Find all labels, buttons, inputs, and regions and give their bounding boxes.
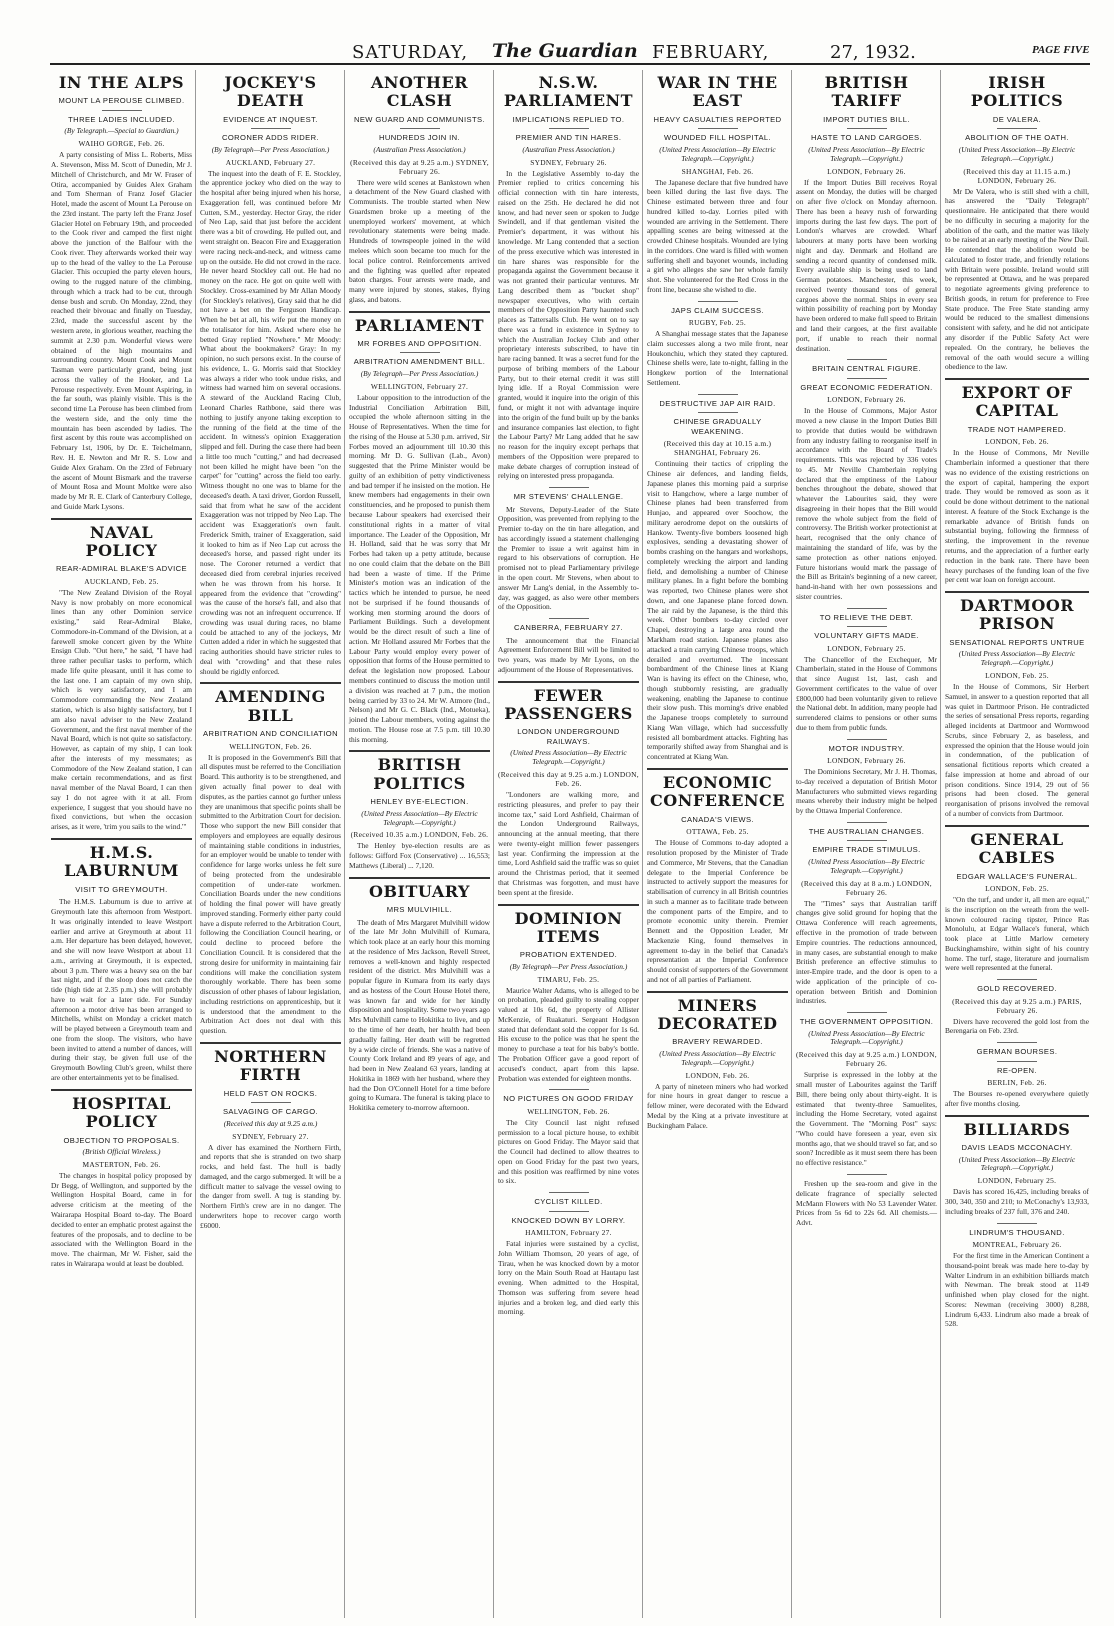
article-headline: AMENDING BILL [215, 687, 326, 725]
article-subheading: EVIDENCE AT INQUEST. [223, 114, 318, 124]
article-body: A Shanghai message states that the Japanese claim successes along a two mile front, near Houkonchiu, which they stated they captured. Chinese shells were, late to-night, falling in the Hongkew portion of the International Settlement. [647, 329, 788, 387]
column-4 [495, 70, 643, 1618]
article-subheading: THE AUSTRALIAN CHANGES. [808, 826, 925, 836]
section-rule [847, 822, 887, 823]
article-credit: (United Press Association—By Electric Telegraph.—Copyright.) [659, 1048, 776, 1067]
article-body: A party consisting of Miss L. Roberts, Miss A. Stevenson, Miss M. Scott of Dunedin, Mr J. Mitchell of Christchurch, and Mr W. Fraser of Otira, accompanied by Guides Alex Graham and Tom Sherman of Franz Josef Glacier Hotel, made the ascent of Mount La Perouse on the 23rd instant. The party left the Franz Josef Glacier Hotel on February 19th, and proceeded to the Cook river and camped the first night above the junction of the Balfour with the Cook river. They afterwards worked their way up to the head of the valley to the La Perouse Glacier. This occupied the party eleven hours, owing to the rugged nature of the climbing, through which a track had to be cut, through dense bush and scrub. On Monday, 22nd, they reached their bivouac and finally on Tuesday, 23rd, made the successful ascent by the western arete, in glorious weather, reaching the summit at 2.30 p.m. Wonderful views were obtained of the high mountains and surrounding country. Mount Cook and Mount Tasman were particularly grand, being just across the valley of the Hooker, and La Perouse respectively. Even Mount Aspiring, in the far south, was plainly visible. This is the second time La Perouse has been climbed from the western side, and the only time the mountain has been ascended by ladies. The first ascent by this route was accomplished on February 1st, 1906, by Dr. E. Teichelmann, Rev. H. E. Newton and Mr R. S. Low and Guide Alex Graham. On the 23rd of February the ascent of Mount Bismark and the traverse of Mount Rosa and Mount Moltke were also made by Mr R. E. Clark of Canterbury College, and Guide Mark Lysons. [51, 150, 193, 511]
article-dateline: WELLINGTON, Feb. 26. [229, 741, 312, 751]
article-divider [498, 681, 639, 683]
article-dateline: LONDON, Feb. 25. [985, 884, 1049, 894]
article-body: In the Legislative Assembly to-day the Premier replied to critics concerning his official connection with tin hare interests, raised on the 25th. He declared he did not know, and had never seen or spoken to Judge Swindell, and if that gentleman visited the Premier's department, it was without his knowledge. Mr Lang contended that a section of the press executive which was interested in tin hare shares was responsible for the propaganda against the Government because it was not granted their particular ventures. Mr Lang described them as "bucket shop" newspaper executives, who with certain members of the Opposition Party haunted such places as Tattersalls Club. He went on to say there was a fund in existence in Sydney to which the Australian Jockey Club and other proprietary interests subscribed, to have tin hare racing banned. It was a secret fund for the purpose of bribing members of the Labour Party, but to their eternal credit it was still lying idle. If a Royal Commission were granted, would it inquire into the origin of this fund, or might it not with advantage inquire into the origin of the fund built up by the banks and insurance companies last election, to fight the Labour Party? Mr Lang added that he saw no reason for the inquiry except perhaps that members of the Opposition were prepared to make debate charges of corruption instead of relying on interested press propaganda. [498, 168, 639, 481]
article [498, 74, 639, 481]
article [200, 74, 341, 676]
subheading-rule [400, 128, 440, 129]
article-body: "On the turf, and under it, all men are equal," is the inscription on the wreath from the well-known coloured racing tipster, Prince Ras Monolulu, at Edgar Wallace's funeral, which took place at Little Marlow cemetery Buckinghamshire, within sight of his country home. The turf, stage, literature and journalism were well represented at the funeral. [945, 895, 1089, 973]
article [796, 1174, 937, 1228]
subheading-rule [549, 128, 589, 129]
column-5 [644, 70, 792, 1618]
article [200, 682, 341, 1035]
masthead-day: SATURDAY, [352, 42, 469, 63]
article [647, 74, 788, 295]
section-rule [698, 301, 738, 302]
section-rule [847, 359, 887, 360]
article-subheading: NO PICTURES ON GOOD FRIDAY [503, 1094, 634, 1104]
article-subheading: BRAVERY REWARDED. [672, 1037, 763, 1047]
article-credit: (Australian Press Association.) [522, 144, 615, 154]
article-subheading: CYCLIST KILLED. [534, 1197, 603, 1207]
article-headline: JOCKEY'S DEATH [224, 73, 317, 111]
article [945, 74, 1089, 372]
article [498, 904, 639, 1084]
section-rule [847, 739, 887, 740]
subheading-rule [698, 412, 738, 413]
article [796, 739, 937, 816]
article-subheading: CHINESE GRADUALLY WEAKENING. [673, 417, 762, 436]
article-credit: (United Press Association—By Electric Telegraph.—Copyright.) [958, 144, 1076, 163]
article-headline: DOMINION ITEMS [514, 908, 623, 946]
article-body: "The New Zealand Division of the Royal Navy is now probably on more economical lines than any other Dominion service existing," said Rear-Admiral Blake, Commodore-in-Command of the Division, at a farewell smoke concert given by the White Ensign Club. "Out here," he said, "I have had three rather peculiar tasks to perform, which made life quite pleasant, until it has come to the last one. I am captain of my own ship, which is very satisfactory, and I am Commodore commanding the New Zealand station, which is also highly satisfactory, but I am also naval adviser to the New Zealand Government, and the first naval member of the Naval Board, which is not quite so satisfactory. However, as captain of my ship, I can look after the interests of my messmates; as Commodore of the New Zealand station, I can make certain recommendations, and as first naval member of the Naval Board, I can then say I do not agree with it at all. From experience, I suggest that you should have no fixed convictions, but when the occasion arises, as it were, 'trim you sails to the wind.'" [51, 587, 192, 832]
article-headline: NAVAL POLICY [85, 522, 158, 560]
article-subheading: HEAVY CASUALTIES REPORTED [653, 114, 782, 124]
article [200, 1042, 341, 1231]
section-rule [549, 1192, 589, 1193]
article-credit: (United Press Association—By Electric Telegraph.—Copyright.) [808, 144, 925, 163]
article-subheading: OBJECTION TO PROPOSALS. [63, 1135, 180, 1145]
article-body: Davis has scored 16,425, including breaks of 300, 340, 350 and 210; to McConachy's 13,933, including breaks of 237 full, 376 and 240. [945, 1187, 1089, 1216]
section-rule [847, 1012, 887, 1013]
article-body: The death of Mrs Margaret Mulvihill widow of the late Mr John Mulvihill of Kumara, which took place at an early hour this morning at the residence of Mrs Jackson, Revell Street, removes a well-known and highly respected resident of the district. Mrs Mulvihill was a popular figure in Kumara from its early days and as hostess of the Court House Hotel there, was known far and wide for her kindly disposition and hospitality. Some two years ago Mrs Mulvihill came to Hokitika to live, and up to the time of her death, her health had been gradually failing. Her death will be regretted by a wide circle of friends. She was a native of County Cork Ireland and 89 years of age, and had been in New Zealand 63 years, landing at Hokitika in 1869 with her husband, where they had the Don O'Connell Hotel for a time before going to Kumara. The funeral is taking place to Hokitika cemetery to-morrow afternoon. [349, 917, 490, 1113]
article [51, 518, 192, 832]
article-body: Mr Stevens, Deputy-Leader of the State Opposition, was prevented from replying to the Premier to-day on the tin hare allegation, and has accordingly issued a statement challenging the Premier to issue a writ against him in regard to his observations of corruption. He promised not to plead Parliamentary privilege in the open court. Mr Stevens, when about to answer Mr Lang's denial, in the Assembly to-day, was gagged, as also were other members of the Opposition. [498, 504, 639, 612]
article-body: In the House of Commons, Major Astor moved a new clause in the Import Duties Bill to provide that duties would be withdrawn from any industry failing to reorganise itself in accordance with the Board of Trade's requirements. This was rejected by 336 votes to 45. Mr Neville Chamberlain replying declared that the emptiness of the Labour benches throughout the debate, showed that whatever the Labourites said, they were disagreeing in their hopes that the Bill would remove the whole subject from the field of controversy. The British worker protectionist at heart, recognised that the only chance of maintaining the standard of life, was by the same protection as other nations enjoyed. Future historians would mark the passage of the Bill as Britain's beginning of a new career, hand-in-hand with her own possessions and sister countries. [796, 406, 937, 601]
article-dateline: LONDON, February 25. [977, 1176, 1057, 1186]
article-subheading: DE VALERA. [992, 114, 1042, 124]
article [349, 74, 490, 305]
column-6 [793, 70, 941, 1618]
article-subheading: CANADA'S VIEWS. [681, 814, 754, 824]
article-dateline: RUGBY, Feb. 25. [688, 318, 747, 328]
article [51, 1089, 192, 1269]
page-number: PAGE FIVE [1032, 44, 1090, 56]
article-body: Continuing their tactics of crippling the Chinese air defences, and landing fields, Japanese planes this morning paid a surprise visit to Hangchow, where a large number of Chinese planes had been transferred from Hunjao, and appeared over Soochow, the military aerodrome depot on the outskirts of Hankow. Twenty-five bombers loosened high explosives, sending a devastating shower of bombs crashing on the hangars and workshops, completely wrecking the airport and landing field, and demolishing a number of Chinese military planes. In a fight before the bombing was reported, two Chinese planes were shot down, and one Japanese plane forced down. The air raid by the Japanese, is the third this week. Other bombers to-day circled over Chapei, destroying a large area round the Markham road station. Japanese planes also attacked a train carrying Chinese troops, which derailed and overturned. The incessant bombardment of the Chinese lines at Kiang Wan is having its effect on the Chinese, who, though stubbornly resisting, are gradually weakening, enabling the Japanese to continue their slow push. This morning's drive enabled the Japanese troops completely to surround Kiang Wan village, which had successfully resisted all bombardment attacks. Fighting has temporarily shifted away from Shanghai and is concentrated at Kiang Wan. [647, 459, 788, 762]
article-subheading: CORONER ADDS RIDER. [221, 133, 320, 143]
article-divider [349, 750, 490, 752]
article-dateline: WAIHO GORGE, Feb. 26. [78, 139, 165, 149]
article [945, 1042, 1089, 1109]
article-dateline: (Received this day at 10.15 a.m.) SHANGHAI, February 26. [663, 439, 772, 458]
article-subheading: GREAT ECONOMIC FEDERATION. [800, 382, 933, 392]
article-divider [200, 682, 341, 684]
section-rule [698, 394, 738, 395]
article [51, 74, 192, 512]
article-subheading: JAPS CLAIM SUCCESS. [671, 305, 764, 315]
article-headline: WAR IN THE EAST [657, 73, 778, 111]
article-body: "Londoners are walking more, and restricting pleasures, and prefer to pay their income tax," said Lord Ashfield, Chairman of the London Underground Railways, announcing at the annual meeting, that there were twenty-eight million fewer passengers last year. Confirming the impression at the time, Lord Ashfield said the traffic was so quiet around the Christmas period, that it seemed that Christmas was forgotten, and must have been spent at the fireside. [498, 790, 639, 897]
article-subheading: THREE LADIES INCLUDED. [68, 114, 175, 124]
article-body: Mr De Valera, who is still shed with a chill, has answered the "Daily Telegraph" questionnaire. He anticipated that there would be no difficulty in securing a majority for the abolition of the oath, and the matter was likely to be raised at an early meeting of the New Dail. He contended that the abolition would be calculated to foster trade, and friendly relations with Britain were possible. Ireland would still be represented at Ottawa, and he was prepared to negotiate agreements giving preference to British goods, in return for preference to Free State produce. The Free State standing army would be reduced to the smallest dimensions consistent with safety, and he did not anticipate any disorder if the Public Safety Act were repealed. On the contrary, he believes the removal of the oath would secure a willing obedience to the law. [945, 186, 1089, 372]
column-3 [346, 70, 494, 1618]
article-body: The Japanese declare that five hundred have been killed during the last five days. The Chinese estimated between three and four hundred killed to-day. Lorries piled with wounded are arriving in the Settlement. There appalling scenes are being witnessed at the crowded Chinese hospitals. Wounded are lying in the corridors. One ward is filled with women suffering shell and bayonet wounds, including a girl who alleges she saw her whole family shot. She volunteered for the Red Cross in the front line, because she wished to die. [647, 177, 788, 294]
article-subheading: IMPORT DUTIES BILL. [823, 114, 910, 124]
article-dateline: LONDON, Feb. 26. [685, 1070, 750, 1080]
article-dateline: (Received 10.35 a.m.) LONDON, Feb. 26. [350, 830, 489, 840]
article-subheading: ARBITRATION AMENDMENT BILL. [353, 357, 486, 367]
article-subheading: ARBITRATION AND CONCILIATION [203, 729, 338, 739]
subheading-rule [997, 128, 1037, 129]
article-dateline: MONTREAL, February 26. [972, 1240, 1062, 1250]
article-dateline: (Received this day at 9.25 a.m.) LONDON, Feb. 26. [498, 770, 639, 789]
article-dateline: BERLIN, Feb. 26. [987, 1078, 1047, 1088]
article-body: The Dominions Secretary, Mr J. H. Thomas, to-day received a deputation of British Motor Manufacturers who submitted views regarding means whereby their industry might be helped by the Ottawa Imperial Conference. [796, 767, 937, 816]
article-divider [945, 378, 1089, 380]
article-body: A party of nineteen miners who had worked for nine hours in great danger to rescue a fellow miner, were decorated with the Edward Medal by the King at a private investiture at Buckingham Palace. [647, 1081, 788, 1130]
article-headline: ECONOMIC CONFERENCE [650, 772, 785, 811]
masthead-title: The Guardian [492, 40, 638, 62]
article-dateline: MASTERTON, Feb. 26. [82, 1159, 161, 1169]
article-headline: OBITUARY [369, 881, 470, 901]
subheading-rule [847, 840, 887, 841]
article-subheading: HASTE TO LAND CARGOES. [810, 133, 923, 143]
article-dateline: AUCKLAND, February 27. [225, 157, 316, 167]
article-headline: BILLIARDS [963, 1119, 1071, 1139]
article-body: The H.M.S. Laburnum is due to arrive at Greymouth late this afternoon from Westport. It was originally intended to leave Westport earlier and arrive at Greymouth at about 11 a.m. Her departure has been delayed, however, and she will now leave Westport at about 11 a.m., arriving at Greymouth, it is expected, about 3 p.m. There was a heavy sea on the bar last night, and if the sloop does not catch the tide (high tide at 2.35 p.m.) she will probably have to wait for a later tide. For Sunday afternoon a motor drive has been arranged to Mitchells, whilst on Monday a cricket match will be played between a Greymouth team and one from the sloop. The visitors, who have been invited to attend a number of dances, will during their stay, be given full use of the Greymouth Bowling Club's green, whilst there are other entertainments yet to be finalised. [51, 897, 192, 1083]
article-dateline: WELLINGTON, February 27. [370, 381, 469, 391]
article [51, 838, 192, 1083]
article-headline: IN THE ALPS [58, 73, 185, 92]
article-dateline: LONDON, Feb. 25. [985, 671, 1049, 681]
article-divider [200, 1042, 341, 1044]
article-subheading: IMPLICATIONS REPLIED TO. [512, 114, 625, 124]
article [796, 359, 937, 601]
article-credit: (British Official Wireless.) [82, 1147, 161, 1157]
article [796, 1012, 937, 1168]
masthead [0, 0, 1114, 63]
article-subheading: BRITAIN CENTRAL FIGURE. [812, 364, 921, 374]
article-subheading: LINDRUM'S THOUSAND. [969, 1227, 1065, 1237]
column-7 [942, 70, 1092, 1618]
article-subheading: TO RELIEVE THE DEBT. [819, 612, 914, 622]
article-subheading: MOTOR INDUSTRY. [828, 743, 905, 753]
article-credit: (By Telegraph.—Special to Guardian.) [64, 126, 179, 136]
section-rule [997, 1223, 1037, 1224]
section-rule [997, 1042, 1037, 1043]
subheading-rule [549, 1211, 589, 1212]
article-body: Divers have recovered the gold lost from the Berengaria on Feb. 23rd. [945, 1016, 1089, 1036]
article [498, 681, 639, 898]
article-headline: HOSPITAL POLICY [72, 1093, 171, 1132]
article-subheading: WOUNDED FILL HOSPITAL. [663, 133, 772, 143]
article-body: Labour opposition to the introduction of the Industrial Conciliation Arbitration Bill, occupied the whole afternoon sitting in the House of Representatives. When the time for the rising of the House at 5.30 p.m. arrived, Sir Forbes moved an adjournment till 10.30 this morning. Mr D. G. Sullivan (Lab., Avon) suggested that the Prime Minister would be guilty of an exhibition of petty vindictiveness and bad temper if he insisted on the motion. He knew members had engagements in their own constituencies, and he proposed to punish them because Labour speakers had exercised their constitutional rights in a matter of vital importance. The Leader of the Opposition, Mr H. Holland, said that he was sorry that Mr Forbes had taken up a petty attitude, because no one could claim that the debate on the Bill had been a waste of time. If the Prime Minister's motion was an indication of the tactics which he intended to pursue, he need not be surprised if he found thousands of working men storming around the doors of Parliament Buildings. Such a development would be the direct result of such a line of action. Mr Holland assured Mr Forbes that the Labour Party would employ every power of opposition that forms of the House permitted to defeat the legislation now proposed. Labour members continued to discuss the motion until a division was reached at 7 p.m., the motion being carried by 33 to 24. Mr W. Atmore (Ind., Nelson) and Mr G. C. Black (Ind., Motueka), joined the Labour members, voting against the motion. The House rose at 7.5 p.m. till 10.30 this morning. [349, 392, 490, 744]
article-subheading: EDGAR WALLACE'S FUNERAL. [956, 871, 1078, 881]
article-headline: BRITISH POLITICS [373, 755, 466, 793]
article-body: Maurice Walter Adams, who is alleged to be on probation, pleaded guilty to stealing copper valued at 10s 6d, the property of Allister McKenzie, of Ruakaturi. Sergeant Hodgson stated that defendant sold the copper for 1s 6d. His excuse to the police was that he spent the money to purchase a teat for his baby's bottle. The Probation Officer gave a good report of accused's conduct, apart from this lapse. Probation was extended for eighteen months. [498, 985, 639, 1083]
article-dateline: SYDNEY, February 26. [530, 157, 607, 167]
article-subheading: CANBERRA, FEBRUARY 27. [514, 623, 623, 633]
article [349, 877, 490, 1113]
article-dateline: WELLINGTON, Feb. 26. [527, 1106, 610, 1116]
article-credit: (United Press Association—By Electric Telegraph.—Copyright.) [958, 1154, 1076, 1173]
article-dateline: SYDNEY, February 27. [232, 1131, 309, 1141]
article-dateline: OTTAWA, Feb. 25. [686, 827, 749, 837]
article-credit: (By Telegraph—Per Press Association.) [509, 961, 628, 971]
article-dateline: (Received this day at 11.15 a.m.) LONDON, February 26. [963, 166, 1071, 185]
article-headline: N.S.W. PARLIAMENT [503, 73, 634, 111]
article-body: Fatal injuries were sustained by a cyclist, John William Thomson, 20 years of age, of Tirau, when he was knocked down by a motor lorry on the Main South Road at Hautapu last evening. When admitted to the Hospital, Thomson was suffering from severe head injuries and a broken leg, and died early this morning. [498, 1239, 639, 1317]
article-credit: (By Telegraph—Per Press Association.) [360, 368, 479, 378]
article-dateline: LONDON, February 26. [827, 166, 906, 176]
article-headline: DARTMOOR PRISON [959, 596, 1075, 634]
column-1 [48, 70, 196, 1618]
article [498, 1192, 639, 1317]
article [945, 825, 1089, 973]
article-subheading: MRS MULVIHILL. [386, 905, 453, 915]
article-subheading: SALVAGING OF CARGO. [222, 1107, 319, 1117]
article [945, 591, 1089, 819]
article [796, 74, 937, 353]
article-divider [647, 768, 788, 770]
article-body: The Henley bye-election results are as follows: Gifford Fox (Conservative) ... 16,553; Matthews (Liberal) ... 7,120. [349, 841, 490, 870]
article-credit: (Australian Press Association.) [373, 144, 466, 154]
article-headline: FEWER PASSENGERS [504, 685, 633, 723]
article-credit: (United Press Association—By Electric Telegraph.—Copyright.) [808, 856, 925, 875]
section-rule [549, 1089, 589, 1090]
article-subheading: GOLD RECOVERED. [977, 984, 1057, 994]
subheading-rule [400, 352, 440, 353]
article-headline: ANOTHER CLASH [371, 73, 468, 111]
article-headline: IRISH POLITICS [970, 73, 1064, 111]
article-headline: NORTHERN FIRTH [214, 1046, 327, 1085]
article-divider [349, 877, 490, 879]
article [349, 750, 490, 870]
article-body: A diver has examined the Northern Firth, and reports that she is stranded on two sharp rocks, and held fast. The hull is badly damaged, and the cargo submerged. It will be a difficult matter to salvage the vessel owing to the danger from swell. A tug is standing by. Northern Firth's crew are in no danger. The underwriters hope to recover cargo worth £6000. [200, 1142, 341, 1230]
article-dateline: (Received this day at 9.25 a.m.) SYDNEY, February 26. [350, 157, 489, 176]
column-2 [197, 70, 345, 1618]
article-subheading: HUNDREDS JOIN IN. [378, 133, 461, 143]
article-body: It is proposed in the Government's Bill that all disputes must be referred to the Conciliation Board. This authority is to be strengthened, and given actually final power to deal with disputes, as the parties cannot go further unless they are unanimous that specific points shall be submitted to the Arbitration Court for decision. Those who support the new Bill consider that employers and employees are equally desirous of maintaining stable conditions in industries, for an employer would be unable to tender with confidence for large works unless he felt sure of being protected from the undesirable competition of under-rate workmen. Conciliation Boards under the new conditions of holding the final power will have greatly improved standing. Formerly either party could have a dispute referred to the Arbitration Court, following the Conciliation Council hearing, or could decline to proceed before the Conciliation Council. It is considered that the strong desire for uniformity in maintaining fair conditions will make the conciliation system thoroughly workable. There has been some discussion of other phases of labour legislation, including restrictions on apprenticeship, but it is understood that the amendment to the Arbitration Act does not deal with this question. [200, 752, 341, 1036]
article-dateline: HAMILTON, February 27. [525, 1228, 612, 1238]
article-dateline: LONDON, February 26. [827, 395, 906, 405]
article-subheading: RE-OPEN. [997, 1065, 1037, 1075]
article [796, 822, 937, 1006]
article-subheading: MOUNT LA PEROUSE CLIMBED. [58, 96, 185, 106]
article-subheading: GERMAN BOURSES. [976, 1047, 1058, 1057]
article-headline: EXPORT OF CAPITAL [961, 383, 1073, 421]
article-subheading: HELD FAST ON ROCKS. [223, 1088, 318, 1098]
article-headline: GENERAL CABLES [970, 829, 1064, 868]
article [945, 378, 1089, 585]
article-divider [647, 991, 788, 993]
article [647, 301, 788, 388]
article-headline: MINERS DECORATED [657, 995, 778, 1034]
masthead-month: FEBRUARY, [652, 42, 770, 63]
masthead-date: 27, 1932. [830, 42, 916, 63]
section-rule [549, 618, 589, 619]
article [796, 608, 937, 733]
article-subheading: NEW GUARD AND COMMUNISTS. [353, 114, 486, 124]
article-subheading: KNOCKED DOWN BY LORRY. [511, 1215, 626, 1225]
article-subheading: TRADE NOT HAMPERED. [967, 424, 1067, 434]
article-dateline: LONDON, February 25. [827, 643, 906, 653]
subheading-rule [847, 378, 887, 379]
article [498, 487, 639, 612]
subheading-rule [251, 1102, 291, 1103]
article-body: The City Council last night refused permission to a local picture house, to exhibit pictures on Good Friday. The Mayor said that the Council had declined to allow theatres to open on Good Friday for the past two years, and this position was reaffirmed by nine votes to six. [498, 1117, 639, 1186]
article-credit: (United Press Association—By Electric Telegraph.—Copyright.) [361, 808, 478, 827]
subheading-rule [997, 1061, 1037, 1062]
article-credit: (United Press Association—By Electric Telegraph.—Copyright.) [808, 1028, 925, 1047]
article-body: There were wild scenes at Bankstown when a detachment of the New Guard clashed with Communists. The trouble started when New Guardsmen broke up a meeting of the unemployed workers' movement, at which revolutionary statements were being made. Hundreds of townspeople joined in the wild melees which soon became too much for the local police control. Reinforcements arrived and the fighting was quelled after repeated baton charges. Four arrests were made, and many were injured by stones, stakes, flying glass, and batons. [349, 177, 490, 304]
article [498, 1089, 639, 1186]
section-rule [549, 487, 589, 488]
article-body: The Chancellor of the Exchequer, Mr Chamberlain, stated in the House of Commons that since August 1st, last, cash and Government certificates to the value of over £800,000 had been voluntarily given to relieve the National debt. In addition, many people had surrendered claims to pensions or other sums due to them from public funds. [796, 654, 937, 732]
article-body: In the House of Commons, Sir Herbert Samuel, in answer to a question reported that all was quiet in Dartmoor Prison. He contradicted the series of sensational Press reports, regarding alleged incidents at Dartmoor and Wormwood Scrubs, since February 2, as baseless, and expressed the opinion that the House would join in condemnation, of the publication of sensational fictitious reports which created a false impression at home and abroad of our prison conditions. Since 1914, 29 out of 56 prisons had been closed. The general reorganisation of prisons involved the removal of a number of convicts from Dartmoor. [945, 682, 1089, 818]
section-rule [847, 608, 887, 609]
article-headline: PARLIAMENT [354, 315, 485, 335]
article-body: If the Import Duties Bill receives Royal assent on Monday, the duties will be charged on after five o'clock on Monday afternoon. There has been a heavy rush of forwarding imports during the last few days. The port of London's wharves are crowded. Wharf labourers at many ports have been working night and day. Denmark and Holland are sending a record quantity of condensed milk. Every available ship is being used to land German potatoes. Manchester, this week, received twenty thousand tons of general cargoes above the normal. Ships in every sea within possibility of reaching port by Monday have been ordered to make full speed to Britain and land their cargoes, at the first available port, if unable to reach their normal destination. [796, 177, 937, 353]
article-subheading: REAR-ADMIRAL BLAKE'S ADVICE [56, 564, 187, 574]
article-divider [51, 1089, 192, 1091]
article-headline: H.M.S. LABURNUM [64, 842, 179, 881]
article-credit: (Received this day at 9.25 a.m.) [223, 1118, 318, 1128]
article-body: The Bourses re-opened everywhere quietly after five months closing. [945, 1089, 1089, 1108]
article [945, 979, 1089, 1036]
article-divider [498, 904, 639, 906]
article-divider [945, 1115, 1089, 1117]
article-divider [349, 311, 490, 313]
subheading-rule [102, 110, 142, 111]
article-body: For the first time in the American Continent a thousand-point break was made here to-day by Walter Lindrum in an exhibition billiards match with Newman. The break stood at 1149 unfinished when play closed for the night. Scores: Newman (receiving 3000) 8,288, Lindrum 6,433. Lindrum also made a break of 528. [945, 1251, 1089, 1329]
subheading-rule [847, 626, 887, 627]
article-divider [945, 591, 1089, 593]
article-body: Freshen up the sea-room and give in the delicate fragrance of specially selected McMann Flowers with No 53 Lavender Water. Prices from 5s 6d to 22s 6d. All chemists.—Advt. [796, 1179, 937, 1228]
article [647, 768, 788, 985]
article-body: Surprise is expressed in the lobby at the small muster of Labourites against the Tariff Bill, there being only about thirty-eight. It is estimated that twenty-three Samuelites, including the Home Secretary, voted against the Government. The "Morning Post" says: "Who could have foreseen a year, even six months ago, that we should travel so far, and so soon? Incredible as it must seem there has been no effective resistance." [796, 1070, 937, 1168]
article-body: The announcement that the Financial Agreement Enforcement Bill will be limited to two years, was made by Mr Lyons, on the adjournment of the House of Representatives. [498, 635, 639, 674]
article-subheading: VISIT TO GREYMOUTH. [75, 884, 168, 894]
masthead-rule [50, 63, 1090, 65]
article-subheading: PROBATION EXTENDED. [519, 950, 618, 960]
article-body: The inquest into the death of F. E. Stockley, the apprentice jockey who died on the way to the hospital after being injured when his horse, Exaggeration fell, was continued before Mr Cutten, S.M., yesterday. Hector Gray, the rider of Neo Lap, said that just before the accident there was a bit of crowding. He pulled out, and went straight on. Beacon Fire and Exaggeration were racing neck-and-neck, and witness came up on the outside. He did not crowd in the race. He never heard Stockley call out. He had no money on the race. He got on quite well with Stockley. Cross-examined by Mr Allan Moody (for Stockley's relatives), Gray said that he did not have a bet on the Ferguson Handicap. When he bet at all, his wife put the money on the totalisator for him. Asked where else he betted Gray replied "Nowhere." Mr Moody: What about the bookmakers? Gray: In my opinion, no such persons exist. In the course of his evidence, L. G. Morris said that Stockley was always a rider who took undue risks, and witness had warned him on several occasions. A steward of the Auckland Racing Club, Leonard Charles Rathbone, said there was nothing to justify anyone taking exception to the running of the field at the time of the accident. In witness's opinion Exaggeration slipped and fell. During the case there had been a little too much "cutting," and had decreased not been killed he might have been "on the carpet" for "cutting" across the field too early. Witness thought no one was to blame for the deceased's death. A taxi driver, Gordon Russell, said that from what he saw of the accident Exaggeration was not tripped by Neo Lap. The accident was Exaggeration's own fault. Frederick Smith, trainer of Exaggeration, said it looked to him as if Neo Lap cut across the deceased's horse, and passed right under its nose. The Coroner returned a verdict that deceased died from cerebral injuries received when he was thrown from his horse. It appeared from the evidence that "crowding" was the cause of the horse's fall, and also that crowding was not an infrequent occurrence. If crowding was usual during races, no blame could be attached to any of the jockeys, Mr Cutten added a rider in which he suggested that racing authorities should have stricter rules to deal with "crowding" and that these rules should be rigidly enforced. [200, 168, 341, 676]
section-rule [997, 979, 1037, 980]
article-dateline: SHANGHAI, Feb. 26. [681, 166, 754, 176]
article-subheading: MR STEVENS' CHALLENGE. [513, 492, 624, 502]
article-subheading: ABOLITION OF THE OATH. [965, 133, 1069, 143]
article-subheading: HENLEY BYE-ELECTION. [370, 797, 469, 807]
article-divider [51, 518, 192, 520]
article-body: The changes in hospital policy proposed by Dr Begg, of Wellington, and supported by the Wellington Hospital Board, came in for adverse criticism at the meeting of the Wairarapa Hospital Board to-day. The Board decided to enter an emphatic protest against the features of the proposals, and to decline to be associated with the Wellington Board in the move. The chairman, Mr W. Fisher, said the rates in Wairarapa would at least be doubled. [51, 1170, 192, 1268]
article-credit: (United Press Association—By Electric Telegraph.—Copyright.) [958, 649, 1076, 668]
article-subheading: DAVIS LEADS MCCONACHY. [961, 1143, 1073, 1153]
article-subheading: SENSATIONAL REPORTS UNTRUE [949, 637, 1085, 647]
article [945, 1223, 1089, 1330]
article-divider [51, 838, 192, 840]
subheading-rule [251, 128, 291, 129]
article-subheading: THE GOVERNMENT OPPOSITION. [799, 1017, 934, 1027]
article-subheading: LONDON UNDERGROUND RAILWAYS. [517, 727, 620, 746]
article [945, 1115, 1089, 1217]
article-subheading: PREMIER AND TIN HARES. [515, 133, 622, 143]
article [349, 311, 490, 745]
article [647, 991, 788, 1131]
article-credit: (United Press Association—By Electric Telegraph.—Copyright.) [659, 144, 776, 163]
subheading-rule [847, 128, 887, 129]
article-dateline: TIMARU, Feb. 25. [537, 974, 600, 984]
article-credit: (United Press Association—By Electric Telegraph.—Copyright.) [510, 748, 627, 767]
article-dateline: LONDON, February 26. [827, 756, 906, 766]
article [647, 394, 788, 762]
article-divider [945, 825, 1089, 827]
article-dateline: (Received this day at 8 a.m.) LONDON, February 26. [801, 878, 932, 897]
article-subheading: EMPIRE TRADE STIMULUS. [812, 845, 921, 855]
article-dateline: LONDON, Feb. 26. [985, 437, 1049, 447]
article-body: The "Times" says that Australian tariff changes give solid ground for hoping that the Ottawa Conference will reach agreements, effective in the promotion of trade between Empire countries. The reductions announced, in many cases, are substantial enough to make British preference an effective stimulus to inter-Empire trade, and the door is open to a wide application of the principle of co-operation between British and Dominion industries. [796, 898, 937, 1006]
article-dateline: AUCKLAND, Feb. 25. [84, 576, 159, 586]
article-body: The House of Commons to-day adopted a resolution proposed by the Minister of Trade and Commerce, Mr Stevens, that the Canadian delegate to the Imperial Conference be instructed to actively support the measures for stabilisation of currency in all British countries in such a manner as to facilitate trade between the component parts of the Empire, and to promote economic unity therein. Premier Bennett and the Opposition Leader, Mr Mackenzie King, found themselves in agreement to-day in the belief that Canada's representation at the Imperial Conference should consist of supporters of the Government and not of all parties of Parliament. [647, 838, 788, 984]
article-dateline: (Received this day at 9.25 a.m.) PARIS, February 26. [952, 996, 1082, 1015]
article-subheading: DESTRUCTIVE JAP AIR RAID. [659, 398, 776, 408]
article-subheading: MR FORBES AND OPPOSITION. [357, 338, 482, 348]
section-rule [847, 1174, 887, 1175]
article-body: In the House of Commons, Mr Neville Chamberlain informed a questioner that there was no evidence of the existing restrictions on the export of capital, hampering the export trade. They would be removed as soon as it could be done without detriment to the national interest. A feature of the Stock Exchange is the remarkable advance of British funds on substantial buying, following the firmness of sterling, the improvement in the revenue returns, and the appreciation of a further early reduction in the bank rate. There have been heavy purchases of the funding loan of the five per cent war loan on foreign account. [945, 448, 1089, 585]
subheading-rule [698, 128, 738, 129]
article [498, 618, 639, 675]
article-headline: BRITISH TARIFF [824, 73, 909, 111]
article-dateline: (Received this day at 9.25 a.m.) LONDON, February 26. [796, 1050, 937, 1069]
article-credit: (By Telegraph—Per Press Association.) [211, 144, 330, 154]
article-subheading: VOLUNTARY GIFTS MADE. [814, 631, 919, 641]
